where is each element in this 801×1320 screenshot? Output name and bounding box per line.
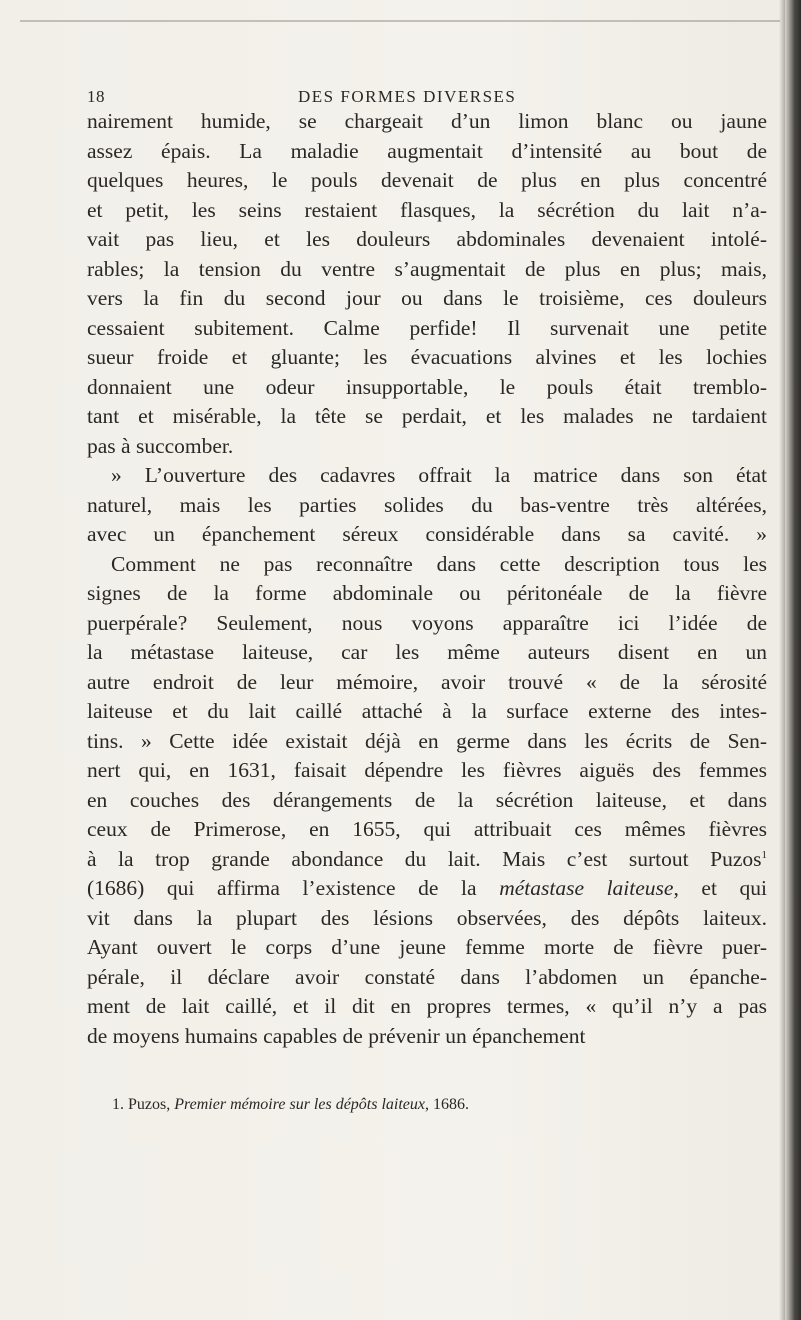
text-line: avec un épanchement séreux considérable dans sa cavité. » xyxy=(87,522,767,546)
text-line: signes de la forme abdominale ou péritonéale de la fièvre xyxy=(87,581,767,605)
text-line: » L’ouverture des cadavres offrait la matrice dans son état xyxy=(111,463,767,487)
text-line: quelques heures, le pouls devenait de plus en plus concentré xyxy=(87,168,767,192)
text-line-puzos xyxy=(87,845,767,875)
page-edge xyxy=(785,0,801,1320)
text-line: autre endroit de leur mémoire, avoir trouvé « de la sérosité xyxy=(87,669,767,694)
text-line: puerpérale? Seulement, nous voyons apparaître ici l’idée de xyxy=(87,610,767,635)
page-number: 18 xyxy=(87,87,105,106)
text-line: pérale, il déclare avoir constaté dans l’abdomen un épanche- xyxy=(87,964,767,989)
footnote-number: 1. xyxy=(112,1096,124,1113)
text-line: donnaient une odeur insupportable, le pouls était tremblo- xyxy=(87,374,767,399)
text-line: sueur froide et gluante; les évacuations alvines et les lochies xyxy=(87,345,767,369)
text-segment: (1686) qui affirma l’existence de la xyxy=(87,876,477,900)
text-line: en couches des dérangements de la sécrétion laiteuse, et dans xyxy=(87,787,767,812)
text-line: cessaient subitement. Calme perfide! Il survenait une petite xyxy=(87,315,767,340)
text-line: ment de lait caillé, et il dit en propres termes, « qu’il n’y a pas xyxy=(87,994,767,1018)
footnote xyxy=(112,1093,772,1117)
text-line: nairement humide, se chargeait d’un limon blanc ou jaune xyxy=(87,109,767,133)
text-line: nert qui, en 1631, faisait dépendre les fièvres aiguës des femmes xyxy=(87,758,767,782)
text-line: de moyens humains capables de prévenir un épanchement xyxy=(87,1023,586,1048)
text-line: vers la fin du second jour ou dans le troisième, ces douleurs xyxy=(87,286,767,310)
text-line: assez épais. La maladie augmentait d’intensité au bout de xyxy=(87,138,767,163)
footnote-author: Puzos, xyxy=(128,1096,171,1113)
text-line: vait pas lieu, et les douleurs abdominales devenaient intolé- xyxy=(87,227,767,251)
text-line: tant et misérable, la tête se perdait, et les malades ne tardaient xyxy=(87,404,767,428)
italic-term: métastase laiteuse xyxy=(499,876,674,900)
text-line: vit dans la plupart des lésions observées, des dépôts laiteux. xyxy=(87,905,767,930)
text-segment: , et qui xyxy=(673,876,768,900)
text-line: et petit, les seins restaient flasques, la sécrétion du lait n’a- xyxy=(87,197,767,222)
footnote-title: Premier mémoire sur les dépôts laiteux xyxy=(174,1096,425,1113)
text-segment: à la trop grande abondance du lait. Mais c’est surtout Puzos xyxy=(87,846,762,871)
text-line: ceux de Primerose, en 1655, qui attribuait ces mêmes fièvres xyxy=(87,817,767,841)
text-line: pas à succomber. xyxy=(87,433,234,458)
text-line: la métastase laiteuse, car les même auteurs disent en un xyxy=(87,640,767,664)
text-line: rables; la tension du ventre s’augmentait de plus en plus; mais, xyxy=(87,256,767,281)
text-line: naturel, mais les parties solides du bas-ventre très altérées, xyxy=(87,492,767,517)
body-text xyxy=(87,107,767,1051)
text-line: Comment ne pas reconnaître dans cette description tous les xyxy=(111,551,767,576)
running-head xyxy=(87,87,707,109)
footnote-marker: 1 xyxy=(761,848,767,861)
text-line: laiteuse et du lait caillé attaché à la surface externe des intes- xyxy=(87,699,767,723)
footnote-year: , 1686. xyxy=(425,1096,469,1113)
text-line: tins. » Cette idée existait déjà en germe dans les écrits de Sen- xyxy=(87,728,767,753)
text-line-metastase xyxy=(87,874,767,904)
top-shadow-rule xyxy=(20,20,780,22)
text-line: Ayant ouvert le corps d’une jeune femme morte de fièvre puer- xyxy=(87,935,767,959)
running-title: DES FORMES DIVERSES xyxy=(298,87,517,106)
